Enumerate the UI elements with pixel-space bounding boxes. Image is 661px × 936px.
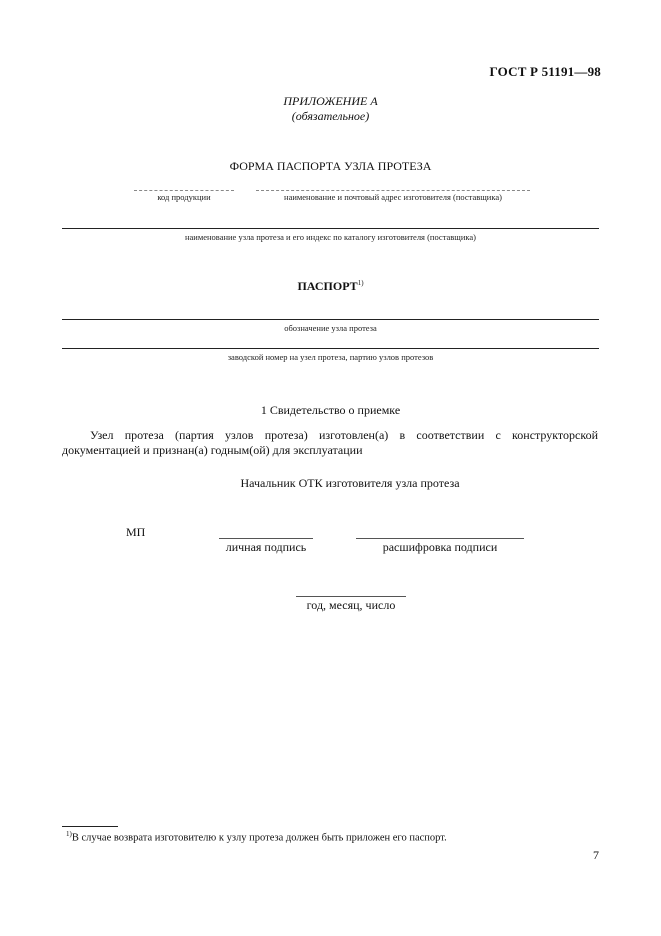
appendix-status: (обязательное) — [291, 109, 370, 123]
manufacturer-line — [256, 190, 530, 191]
node-name-line — [62, 228, 599, 229]
signature-caption: личная подпись — [225, 540, 307, 554]
product-code-line — [134, 190, 234, 191]
serial-number-line — [62, 348, 599, 349]
node-designation-line — [62, 319, 599, 320]
standard-number: ГОСТ Р 51191—98 — [489, 64, 601, 79]
footnote-mark: 1) — [66, 830, 72, 838]
appendix-title: ПРИЛОЖЕНИЕ А — [283, 94, 378, 108]
footnote-text: В случае возврата изготовителю к узлу протеза должен быть приложен его паспорт. — [71, 832, 447, 844]
appendix-heading — [0, 94, 661, 124]
passport-title-text: ПАСПОРТ — [297, 279, 358, 293]
node-name-caption: наименование узла протеза и его индекс по каталогу изготовителя (поставщика) — [184, 232, 477, 242]
certificate-heading: 1 Свидетельство о приемке — [260, 403, 401, 417]
passport-title — [0, 279, 661, 294]
stamp-label: МП — [126, 525, 146, 539]
certificate-paragraph: Узел протеза (партия узлов протеза) изготовлен(а) в соответствии с конструкторской документацией и признан(а) годным(ой) для эксплуатации — [62, 428, 598, 457]
serial-number-caption: заводской номер на узел протеза, партию узлов протезов — [227, 352, 434, 362]
form-title: ФОРМА ПАСПОРТА УЗЛА ПРОТЕЗА — [229, 159, 432, 173]
signature-line — [219, 538, 313, 539]
product-code-caption: код продукции — [157, 192, 211, 202]
date-line — [296, 596, 406, 597]
decoding-line — [356, 538, 524, 539]
passport-footnote-mark: 1) — [357, 279, 364, 287]
decoding-caption: расшифровка подписи — [382, 540, 498, 554]
date-caption: год, месяц, число — [306, 598, 396, 612]
footnote-separator — [62, 826, 118, 827]
signer-title: Начальник ОТК изготовителя узла протеза — [240, 476, 460, 490]
node-designation-caption: обозначение узла протеза — [284, 323, 377, 333]
footnote — [66, 830, 447, 844]
page-number: 7 — [593, 848, 599, 862]
manufacturer-caption: наименование и почтовый адрес изготовителя (поставщика) — [284, 192, 502, 202]
